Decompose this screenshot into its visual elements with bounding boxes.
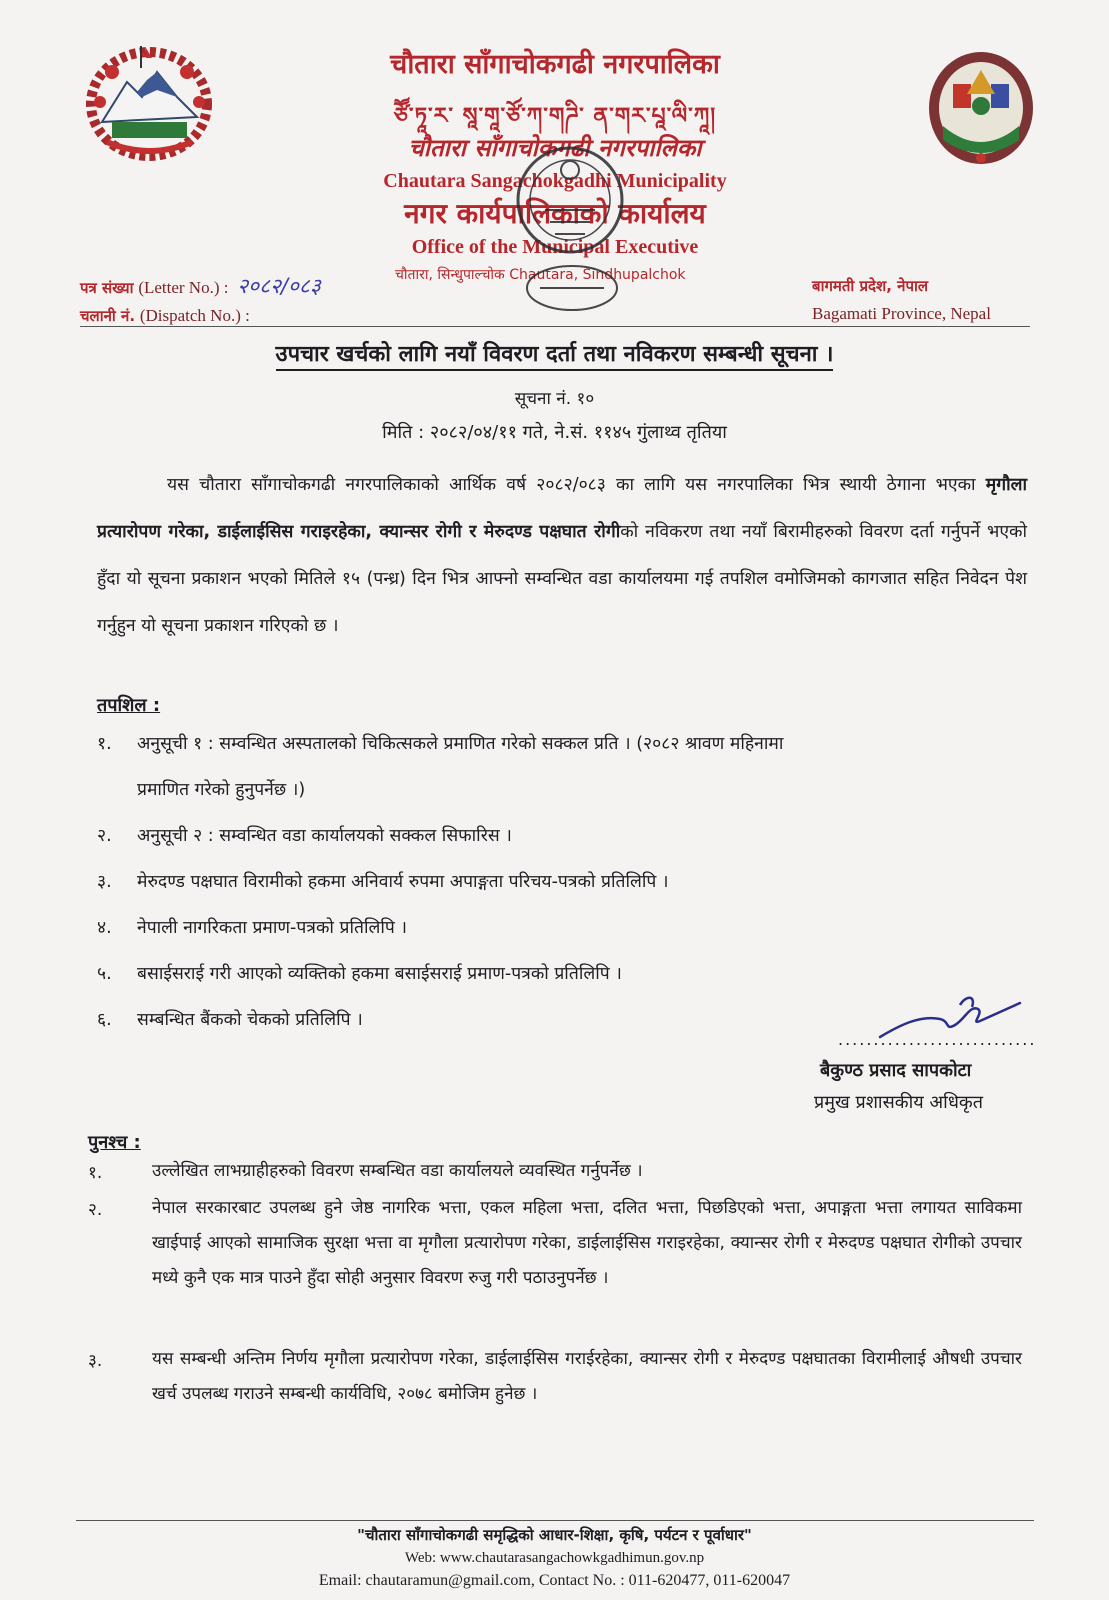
notice-title-text: उपचार खर्चको लागि नयाँ विवरण दर्ता तथा नविकरण सम्बन्धी सूचना । bbox=[276, 342, 834, 371]
list-item-text: नेपाली नागरिकता प्रमाण-पत्रको प्रतिलिपि । bbox=[137, 918, 408, 938]
letter-no-value: २०८२/०८३ bbox=[237, 274, 321, 298]
letter-no-label-en: (Letter No.) : bbox=[138, 278, 229, 297]
office-address: चौतारा, सिन्धुपाल्चोक Chautara, Sindhupalchok bbox=[395, 267, 686, 283]
details-heading: तपशिल : bbox=[97, 695, 161, 716]
list-item-text: अनुसूची २ : सम्वन्धित वडा कार्यालयको सक्कल सिफारिस । bbox=[137, 826, 512, 846]
list-item-number: २. bbox=[88, 1200, 103, 1220]
municipality-name-nepali: चौतारा साँगाचोकगढी नगरपालिका bbox=[390, 49, 720, 80]
header-divider bbox=[80, 326, 1030, 327]
list-item-text: मेरुदण्ड पक्षघात विरामीको हकमा अनिवार्य रुपमा अपाङ्गता परिचय-पत्रको प्रतिलिपि । bbox=[137, 872, 669, 892]
nepal-emblem-icon bbox=[82, 42, 217, 162]
list-item-number: २. bbox=[97, 826, 112, 846]
office-name-nepali: नगर कार्यपालिकाको कार्यालय bbox=[404, 197, 706, 230]
postscript-heading: पुनश्च : bbox=[88, 1132, 141, 1153]
letter-meta bbox=[80, 272, 321, 330]
list-item-number: १. bbox=[97, 734, 112, 754]
list-item-text-cont: प्रमाणित गरेको हुनुपर्नेछ ।) bbox=[137, 780, 306, 800]
signatory-name: बैकुण्ठ प्रसाद सापकोटा bbox=[820, 1060, 972, 1081]
municipality-name-english: Chautara Sangachokgadhi Municipality bbox=[383, 170, 727, 192]
office-name-english: Office of the Municipal Executive bbox=[411, 236, 699, 258]
notice-number: सूचना नं. १० bbox=[514, 389, 595, 409]
list-item-text: बसाईसराई गरी आएको व्यक्तिको हकमा बसाईसराई प्रमाण-पत्रको प्रतिलिपि । bbox=[137, 964, 622, 984]
footer-divider bbox=[76, 1520, 1034, 1521]
municipality-name-tibetan: ཙཽ་ཏཱ་ར་ སཱ་གཱ་ཙོ་ཀ་གཌི་ ན་གར་པཱ་ལི་ཀཱ། bbox=[393, 104, 717, 129]
official-seal-icon bbox=[500, 140, 640, 315]
list-item-number: ३. bbox=[88, 1351, 103, 1371]
signature-line: ............................ bbox=[838, 1030, 1037, 1049]
dispatch-no-label: चलानी नं. bbox=[80, 307, 136, 325]
notice-paragraph bbox=[97, 462, 1027, 650]
notice-date: मिति : २०८२/०४/११ गते, ने.सं. ११४५ गुंलाथ्व तृतिया bbox=[382, 422, 727, 443]
signatory-title: प्रमुख प्रशासकीय अधिकृत bbox=[814, 1092, 983, 1113]
list-item-number: ३. bbox=[97, 872, 112, 892]
province-block bbox=[812, 272, 991, 328]
list-item-text: अनुसूची १ : सम्वन्धित अस्पतालको चिकित्सकले प्रमाणित गरेको सक्कल प्रति । (२०८२ श्रावण महिनामा bbox=[137, 734, 784, 754]
notice-paragraph-part-2: को नविकरण तथा नयाँ बिरामीहरुको विवरण दर्ता गर्नुपर्ने भएको हुँदा यो सूचना प्रकाशन भएको मितिले १५ (पन्ध्र) दिन भित्र आफ्नो सम्वन्धित वडा कार्यालयमा गई तपशिल वमोजिमको कागजात सहित निवेदन पेश गर्नुहुन यो सूचना प्रकाशन गरिएको छ । bbox=[97, 522, 1028, 636]
list-item-text: नेपाल सरकारबाट उपलब्ध हुने जेष्ठ नागरिक भत्ता, एकल महिला भत्ता, दलित भत्ता, पिछडिएको भत्ता, अपाङ्गता भत्ता लगायत साविकमा खाईपाई आएको सामाजिक सुरक्षा भत्ता वा मृगौला प्रत्यारोपण गरेका, डाईलाईसिस गराइरहेका, क्यान्सर रोगी र मेरुदण्ड पक्षघात रोगीको उपचार मध्ये कुनै एक मात्र पाउने हुँदा सोही अनुसार विवरण रुजु गरी पठाउनुपर्नेछ । bbox=[152, 1198, 1022, 1288]
letter-no-label: पत्र संख्या bbox=[80, 279, 134, 297]
footer-slogan: "चौतारा साँगाचोकगढी समृद्धिको आधार-शिक्षा, कृषि, पर्यटन र पूर्वाधार" bbox=[357, 1526, 752, 1544]
list-item-number: १. bbox=[88, 1163, 103, 1183]
notice-paragraph-part-1: यस चौतारा साँगाचोकगढी नगरपालिकाको आर्थिक वर्ष २०८२/०८३ का लागि यस नगरपालिका भित्र स्थायी ठेगाना भएका bbox=[167, 475, 986, 495]
province-english: Bagamati Province, Nepal bbox=[812, 304, 991, 323]
list-item-text: उल्लेखित लाभग्राहीहरुको विवरण सम्बन्धित वडा कार्यालयले व्यवस्थित गर्नुपर्नेछ । bbox=[152, 1161, 643, 1181]
list-item-number: ६. bbox=[97, 1010, 112, 1030]
footer-website: Web: www.chautarasangachowkgadhimun.gov.np bbox=[404, 1550, 705, 1566]
list-item-text: यस सम्बन्धी अन्तिम निर्णय मृगौला प्रत्यारोपण गरेका, डाईलाईसिस गराईरहेका, क्यान्सर रोगी र मेरुदण्ड पक्षघातका विरामीलाई औषधी उपचार खर्च उपलब्ध गराउने सम्बन्धी कार्यविधि, २०७८ बमोजिम हुनेछ । bbox=[152, 1349, 1022, 1404]
footer-contact: Email: chautaramun@gmail.com, Contact No. : 011-620477, 011-620047 bbox=[318, 1572, 791, 1589]
municipality-logo-icon bbox=[925, 48, 1037, 168]
province-nepali: बागमती प्रदेश, नेपाल bbox=[812, 277, 929, 295]
notice-paragraph-bold: मृगौला प्रत्यारोपण गरेका, डाईलाईसिस गराइरहेका, क्यान्सर रोगी र मेरुदण्ड पक्षघात रोगी bbox=[97, 475, 1027, 542]
dispatch-no-label-en: (Dispatch No.) : bbox=[139, 306, 250, 325]
list-item-number: ५. bbox=[97, 964, 112, 984]
municipality-name-ranjana: चौतारा साँगाचोकगढी नगरपालिका bbox=[408, 134, 702, 162]
list-item-text: सम्बन्धित बैंकको चेकको प्रतिलिपि । bbox=[137, 1010, 363, 1030]
list-item-number: ४. bbox=[97, 918, 112, 938]
notice-title bbox=[0, 338, 1109, 368]
